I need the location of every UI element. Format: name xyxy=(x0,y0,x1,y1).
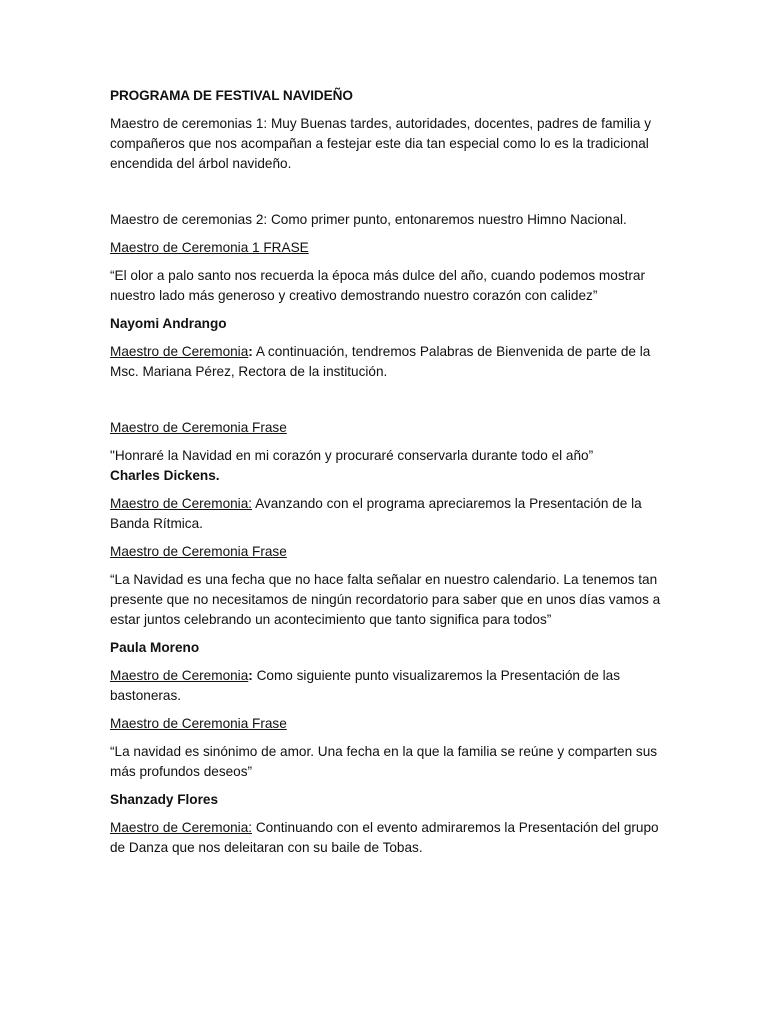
mc-label-colon: : xyxy=(248,668,253,683)
spacer xyxy=(110,390,670,418)
mc2-anthem-text: Como primer punto, entonaremos nuestro Himno Nacional. xyxy=(267,212,627,227)
quote-2-author: Charles Dickens. xyxy=(110,468,220,483)
phrase-heading-1: Maestro de Ceremonia 1 FRASE xyxy=(110,240,309,255)
mc1-greeting-text: Muy Buenas tardes, autoridades, docentes, padres de familia y compañeros que nos acompañan a festejar este dia tan especial como lo es la tradicional encendida del árbol navideño. xyxy=(110,116,652,171)
mc-dance-text: Continuando con el evento admiraremos la Presentación del grupo de Danza que nos deleitaran con su baile de Tobas. xyxy=(110,820,659,855)
quote-1: “El olor a palo santo nos recuerda la época más dulce del año, cuando podemos mostrar nuestro lado más generoso y creativo demostrando nuestro corazón con calidez” xyxy=(110,268,646,303)
mc-welcome-text: A continuación, tendremos Palabras de Bienvenida de parte de la Msc. Mariana Pérez, Rectora de la institución. xyxy=(110,344,651,379)
mc1-greeting-paragraph xyxy=(110,114,670,174)
phrase-heading-2: Maestro de Ceremonia Frase xyxy=(110,420,287,435)
mc-label: Maestro de Ceremonia: xyxy=(110,496,253,511)
quote-3: “La Navidad es una fecha que no hace falta señalar en nuestro calendario. La tenemos tan presente que no necesitamos de ningún recordatorio para saber que en unos días vamos a estar juntos celebrando un acontecimiento que tanto significa para todos” xyxy=(110,572,661,627)
document-title: PROGRAMA DE FESTIVAL NAVIDEÑO xyxy=(110,88,353,103)
spacer xyxy=(110,182,670,210)
document-page xyxy=(110,86,670,866)
quote-2: "Honraré la Navidad en mi corazón y procuraré conservarla durante todo el año” xyxy=(110,448,594,463)
phrase-heading-4: Maestro de Ceremonia Frase xyxy=(110,716,287,731)
mc-label: Maestro de Ceremonia xyxy=(110,668,249,683)
quote-3-speaker: Paula Moreno xyxy=(110,640,200,655)
mc-label: Maestro de Ceremonia: xyxy=(110,820,253,835)
mc-bastoneras-text: Como siguiente punto visualizaremos la Presentación de las bastoneras. xyxy=(110,668,621,703)
mc-label-colon: : xyxy=(248,344,253,359)
quote-1-speaker: Nayomi Andrango xyxy=(110,316,227,331)
mc1-label: Maestro de ceremonias 1: xyxy=(110,116,268,131)
mc2-label: Maestro de ceremonias 2: xyxy=(110,212,268,227)
phrase-heading-3: Maestro de Ceremonia Frase xyxy=(110,544,287,559)
quote-4: “La navidad es sinónimo de amor. Una fecha en la que la familia se reúne y comparten sus más profundos deseos” xyxy=(110,744,658,779)
mc-dance-paragraph xyxy=(110,818,670,858)
quote-2-paragraph xyxy=(110,446,670,486)
mc-band-paragraph xyxy=(110,494,670,534)
mc-band-text: Avanzando con el programa apreciaremos la Presentación de la Banda Rítmica. xyxy=(110,496,642,531)
mc-label: Maestro de Ceremonia xyxy=(110,344,249,359)
mc-welcome-paragraph xyxy=(110,342,670,382)
mc2-anthem-paragraph xyxy=(110,210,670,230)
quote-4-speaker: Shanzady Flores xyxy=(110,792,219,807)
mc-bastoneras-paragraph xyxy=(110,666,670,706)
